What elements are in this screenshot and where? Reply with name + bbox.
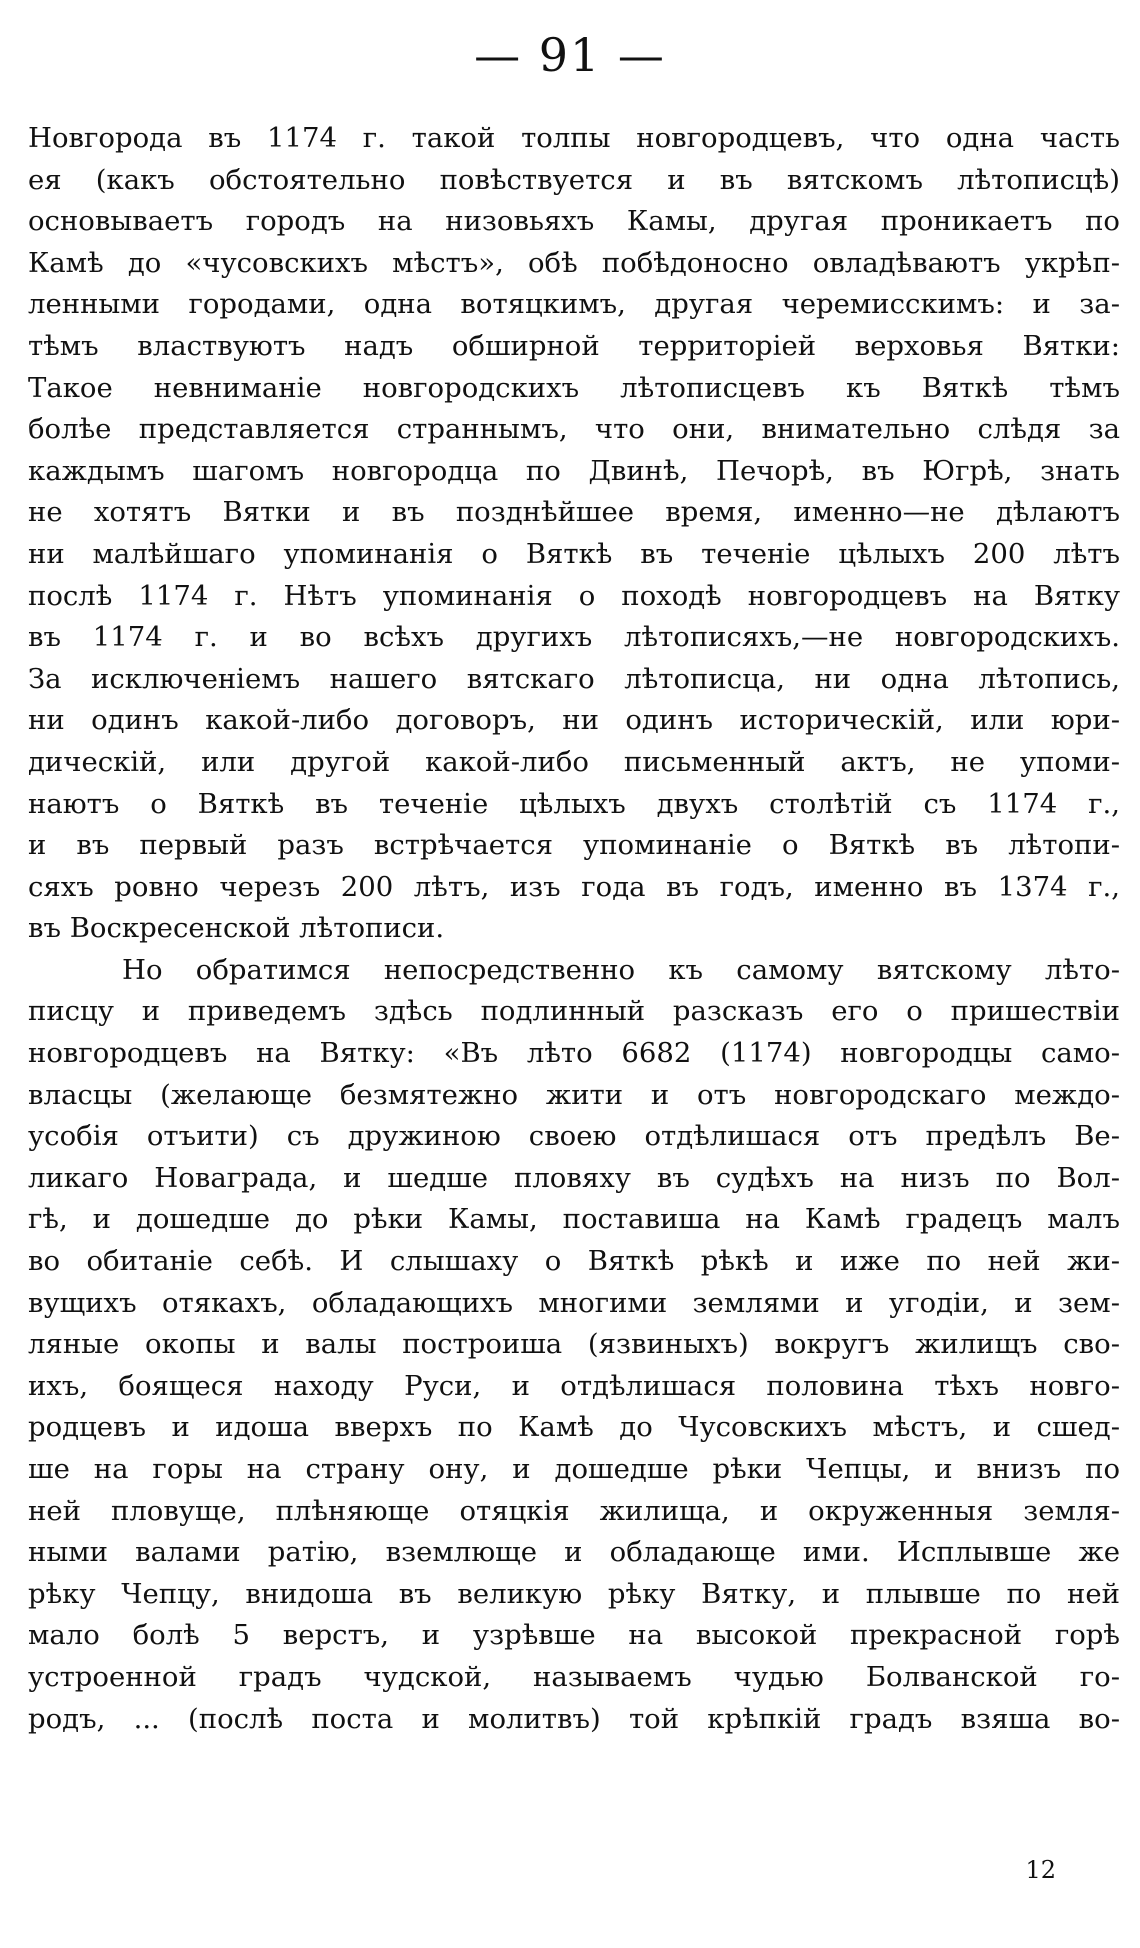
- text-line: мало болѣ 5 верстъ, и узрѣвше на высокой прекрасной горѣ: [28, 1619, 1120, 1652]
- text-line: не хотятъ Вятки и въ позднѣйшее время, именно—не дѣлаютъ: [28, 496, 1120, 529]
- text-line: ихъ, боящеся находу Руси, и отдѣлишася половина тѣхъ новго-: [28, 1369, 1120, 1402]
- text-line: ея (какъ обстоятельно повѣствуется и въ вятскомъ лѣтописцѣ): [28, 163, 1120, 196]
- text-line: вущихъ отякахъ, обладающихъ многими землями и угодіи, и зем-: [28, 1286, 1120, 1319]
- text-line: За исключеніемъ нашего вятскаго лѣтописца, ни одна лѣтопись,: [28, 662, 1120, 695]
- signature-mark: 12: [1025, 1856, 1056, 1884]
- text-line: тѣмъ властвуютъ надъ обширной территоріей верховья Вятки:: [28, 329, 1120, 362]
- text-line: усобія отъити) съ дружиною своею отдѣлишася отъ предѣлъ Ве-: [28, 1120, 1120, 1153]
- text-line: въ Воскресенской лѣтописи.: [28, 912, 445, 945]
- text-line: родъ, ... (послѣ поста и молитвъ) той крѣпкій градъ взяша во-: [28, 1702, 1120, 1735]
- text-line: наютъ о Вяткѣ въ теченіе цѣлыхъ двухъ столѣтій съ 1174 г.,: [28, 787, 1120, 820]
- text-line: Новгорода въ 1174 г. такой толпы новгородцевъ, что одна часть: [28, 122, 1120, 154]
- text-line: Такое невниманіе новгородскихъ лѣтописцевъ къ Вяткѣ тѣмъ: [28, 371, 1120, 404]
- text-line: родцевъ и идоша вверхъ по Камѣ до Чусовскихъ мѣстъ, и сшед-: [28, 1411, 1120, 1444]
- text-line: новгородцевъ на Вятку: «Въ лѣто 6682 (1174) новгородцы само-: [28, 1037, 1120, 1070]
- text-line: гѣ, и дошедше до рѣки Камы, поставиша на Камѣ градецъ малъ: [28, 1203, 1120, 1236]
- text-line: ней пловуще, плѣняюще отяцкія жилища, и окруженныя земля-: [28, 1494, 1120, 1527]
- paragraph-1: [28, 118, 1120, 950]
- text-line: рѣку Чепцу, внидоша въ великую рѣку Вятку, и плывше по ней: [28, 1577, 1120, 1610]
- paragraph-2: [28, 950, 1120, 1740]
- text-line: и въ первый разъ встрѣчается упоминаніе о Вяткѣ въ лѣтопи-: [28, 829, 1120, 862]
- text-line: ляные окопы и валы построиша (язвиныхъ) вокругъ жилищъ сво-: [28, 1328, 1120, 1361]
- text-line: ни малѣйшаго упоминанія о Вяткѣ въ теченіе цѣлыхъ 200 лѣтъ: [28, 537, 1120, 570]
- page-number: — 91 —: [474, 28, 666, 82]
- text-line: ликаго Новаграда, и шедше пловяху въ судѣхъ на низъ по Вол-: [28, 1161, 1120, 1194]
- text-line: Камѣ до «чусовскихъ мѣстъ», обѣ побѣдоносно овладѣваютъ укрѣп-: [28, 246, 1120, 279]
- text-line: основываетъ городъ на низовьяхъ Камы, другая проникаетъ по: [28, 205, 1120, 238]
- text-block: [28, 118, 1120, 1740]
- text-line: сяхъ ровно черезъ 200 лѣтъ, изъ года въ годъ, именно въ 1374 г.,: [28, 870, 1120, 903]
- text-line: ными валами ратію, вземлюще и обладающе ими. Исплывше же: [28, 1536, 1120, 1569]
- text-line: ше на горы на страну ону, и дошедше рѣки Чепцы, и внизъ по: [28, 1453, 1120, 1485]
- page-footer: [0, 1856, 1140, 1896]
- text-line: ни одинъ какой-либо договоръ, ни одинъ историческій, или юри-: [28, 704, 1120, 737]
- text-line: каждымъ шагомъ новгородца по Двинѣ, Печорѣ, въ Югрѣ, знать: [28, 454, 1120, 487]
- text-line: послѣ 1174 г. Нѣтъ упоминанія о походѣ новгородцевъ на Вятку: [28, 579, 1120, 612]
- text-line: болѣе представляется страннымъ, что они, внимательно слѣдя за: [28, 413, 1120, 446]
- text-line: устроенной градъ чудской, называемъ чудью Болванской го-: [28, 1660, 1120, 1693]
- text-line: въ 1174 г. и во всѣхъ другихъ лѣтописяхъ,—не новгородскихъ.: [28, 621, 1120, 654]
- text-line: дическій, или другой какой-либо письменный актъ, не упоми-: [28, 745, 1120, 778]
- text-line: Но обратимся непосредственно къ самому вятскому лѣто-: [122, 953, 1120, 986]
- text-line: власцы (желающе безмятежно жити и отъ новгородскаго междо-: [28, 1078, 1120, 1111]
- text-line: во обитаніе себѣ. И слышаху о Вяткѣ рѣкѣ и иже по ней жи-: [28, 1245, 1120, 1278]
- text-line: ленными городами, одна вотяцкимъ, другая черемисскимъ: и за-: [28, 288, 1120, 321]
- text-line: писцу и приведемъ здѣсь подлинный разсказъ его о пришествіи: [28, 995, 1120, 1028]
